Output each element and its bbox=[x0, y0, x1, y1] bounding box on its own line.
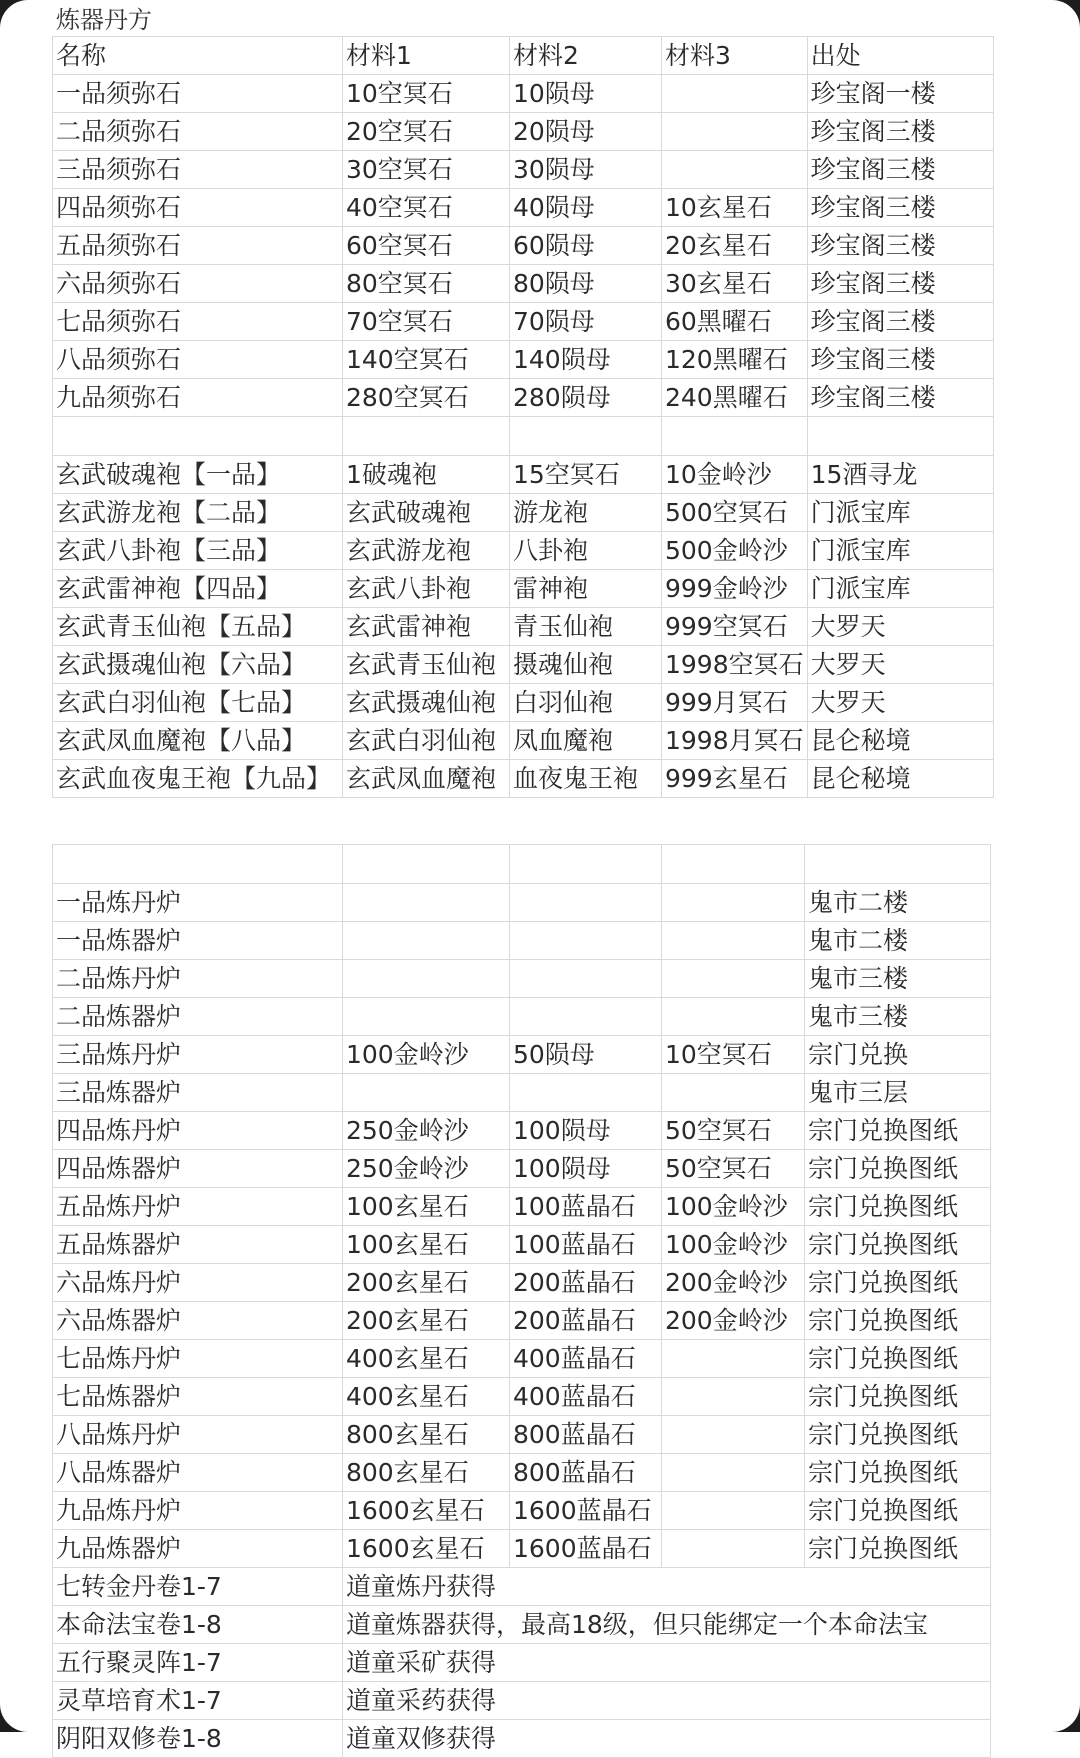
table-cell: 200蓝晶石 bbox=[510, 1264, 662, 1302]
table-cell: 400玄星石 bbox=[343, 1378, 510, 1416]
table-cell: 250金岭沙 bbox=[343, 1150, 510, 1188]
table-cell: 玄武摄魂仙袍 bbox=[343, 684, 510, 722]
table-cell bbox=[662, 1074, 805, 1112]
table-row bbox=[53, 646, 994, 684]
table-cell bbox=[662, 1530, 805, 1568]
table-cell: 宗门兑换图纸 bbox=[805, 1530, 991, 1568]
table-cell: 1998月冥石 bbox=[662, 722, 808, 760]
table-cell bbox=[807, 417, 993, 456]
table-cell: 白羽仙袍 bbox=[510, 684, 662, 722]
table-cell: 七品须弥石 bbox=[53, 303, 343, 341]
table-cell: 20陨母 bbox=[510, 113, 662, 151]
table-cell: 四品炼器炉 bbox=[53, 1150, 343, 1188]
table-cell bbox=[510, 884, 662, 922]
table-cell: 阴阳双修卷1-8 bbox=[53, 1720, 343, 1758]
table-cell: 1600玄星石 bbox=[343, 1492, 510, 1530]
table-cell: 珍宝阁三楼 bbox=[807, 379, 993, 417]
table-cell: 玄武雷神袍 bbox=[343, 608, 510, 646]
table-cell: 10玄星石 bbox=[662, 189, 808, 227]
table-cell: 999空冥石 bbox=[662, 608, 808, 646]
table-cell bbox=[662, 1492, 805, 1530]
table-cell: 1600蓝晶石 bbox=[510, 1530, 662, 1568]
table-cell: 四品须弥石 bbox=[53, 189, 343, 227]
table-cell: 青玉仙袍 bbox=[510, 608, 662, 646]
table-cell: 200蓝晶石 bbox=[510, 1302, 662, 1340]
table-cell: 10陨母 bbox=[510, 75, 662, 113]
table-cell: 宗门兑换图纸 bbox=[805, 1378, 991, 1416]
table-cell: 七转金丹卷1-7 bbox=[53, 1568, 343, 1606]
table-cell: 珍宝阁三楼 bbox=[807, 341, 993, 379]
table-cell bbox=[662, 1454, 805, 1492]
table-cell: 玄武八卦袍 bbox=[343, 570, 510, 608]
table-row bbox=[53, 456, 994, 494]
table-cell: 一品须弥石 bbox=[53, 75, 343, 113]
table-cell: 宗门兑换图纸 bbox=[805, 1416, 991, 1454]
table-cell: 八卦袍 bbox=[510, 532, 662, 570]
table-cell: 宗门兑换图纸 bbox=[805, 1454, 991, 1492]
table-cell: 280陨母 bbox=[510, 379, 662, 417]
table-cell: 八品炼丹炉 bbox=[53, 1416, 343, 1454]
table-cell: 宗门兑换图纸 bbox=[805, 1150, 991, 1188]
table-cell: 玄武八卦袍【三品】 bbox=[53, 532, 343, 570]
table-cell: 800蓝晶石 bbox=[510, 1454, 662, 1492]
header-row bbox=[53, 37, 994, 75]
table-cell: 400蓝晶石 bbox=[510, 1340, 662, 1378]
table-cell: 灵草培育术1-7 bbox=[53, 1682, 343, 1720]
table-cell: 游龙袍 bbox=[510, 494, 662, 532]
table-cell: 800玄星石 bbox=[343, 1454, 510, 1492]
table-cell: 二品炼器炉 bbox=[53, 998, 343, 1036]
table-cell bbox=[510, 1074, 662, 1112]
table-cell: 五行聚灵阵1-7 bbox=[53, 1644, 343, 1682]
table-cell: 100玄星石 bbox=[343, 1226, 510, 1264]
table-cell bbox=[343, 1074, 510, 1112]
table-cell bbox=[662, 998, 805, 1036]
table-cell: 玄武白羽仙袍【七品】 bbox=[53, 684, 343, 722]
table-cell: 20玄星石 bbox=[662, 227, 808, 265]
table-cell: 60陨母 bbox=[510, 227, 662, 265]
table-row bbox=[53, 1530, 991, 1568]
table-cell: 玄武破魂袍 bbox=[343, 494, 510, 532]
table-cell: 40空冥石 bbox=[343, 189, 510, 227]
table-row bbox=[53, 75, 994, 113]
table-cell: 七品炼丹炉 bbox=[53, 1340, 343, 1378]
table-cell: 30陨母 bbox=[510, 151, 662, 189]
table-cell: 250金岭沙 bbox=[343, 1112, 510, 1150]
table-cell: 玄武青玉仙袍【五品】 bbox=[53, 608, 343, 646]
table-cell: 100玄星石 bbox=[343, 1188, 510, 1226]
table-cell: 20空冥石 bbox=[343, 113, 510, 151]
note-row bbox=[53, 1568, 991, 1606]
table-cell: 门派宝库 bbox=[807, 570, 993, 608]
table-row bbox=[53, 1226, 991, 1264]
table-cell: 宗门兑换 bbox=[805, 1036, 991, 1074]
table-cell: 100蓝晶石 bbox=[510, 1188, 662, 1226]
table-cell: 100金岭沙 bbox=[662, 1226, 805, 1264]
table-row bbox=[53, 1416, 991, 1454]
table-cell: 玄武凤血魔袍 bbox=[343, 760, 510, 798]
table-cell: 昆仑秘境 bbox=[807, 722, 993, 760]
table-cell: 200玄星石 bbox=[343, 1264, 510, 1302]
table-cell: 道童采药获得 bbox=[343, 1682, 991, 1720]
table-row bbox=[53, 151, 994, 189]
table-cell: 80陨母 bbox=[510, 265, 662, 303]
table-row bbox=[53, 684, 994, 722]
table-cell bbox=[662, 75, 808, 113]
table-cell: 五品炼器炉 bbox=[53, 1226, 343, 1264]
table-cell: 40陨母 bbox=[510, 189, 662, 227]
table-cell: 鬼市三楼 bbox=[805, 998, 991, 1036]
table-cell: 玄武凤血魔袍【八品】 bbox=[53, 722, 343, 760]
spacer-row bbox=[53, 417, 994, 456]
table-cell: 鬼市三层 bbox=[805, 1074, 991, 1112]
table-cell: 15酒寻龙 bbox=[807, 456, 993, 494]
table-cell: 1998空冥石 bbox=[662, 646, 808, 684]
table-cell: 大罗天 bbox=[807, 684, 993, 722]
table-cell bbox=[662, 417, 808, 456]
table-cell bbox=[662, 960, 805, 998]
table-cell: 1600玄星石 bbox=[343, 1530, 510, 1568]
table-cell: 宗门兑换图纸 bbox=[805, 1264, 991, 1302]
table-cell: 道童双修获得 bbox=[343, 1720, 991, 1758]
table-cell bbox=[662, 845, 805, 884]
table-cell: 100蓝晶石 bbox=[510, 1226, 662, 1264]
table-cell: 三品炼丹炉 bbox=[53, 1036, 343, 1074]
table-cell bbox=[53, 845, 343, 884]
table-cell: 本命法宝卷1-8 bbox=[53, 1606, 343, 1644]
table-cell: 400玄星石 bbox=[343, 1340, 510, 1378]
table-row bbox=[53, 608, 994, 646]
table-cell: 材料1 bbox=[343, 37, 510, 75]
table-cell: 玄武破魂袍【一品】 bbox=[53, 456, 343, 494]
table-row bbox=[53, 922, 991, 960]
table-row bbox=[53, 113, 994, 151]
table-cell: 800蓝晶石 bbox=[510, 1416, 662, 1454]
table-cell: 100陨母 bbox=[510, 1112, 662, 1150]
table-row bbox=[53, 1036, 991, 1074]
table-cell: 玄武游龙袍【二品】 bbox=[53, 494, 343, 532]
table-cell bbox=[343, 960, 510, 998]
table-cell bbox=[662, 1416, 805, 1454]
table-cell: 500金岭沙 bbox=[662, 532, 808, 570]
table-cell bbox=[510, 922, 662, 960]
table-cell: 15空冥石 bbox=[510, 456, 662, 494]
sheet-title: 炼器丹方 bbox=[56, 6, 152, 34]
table-row bbox=[53, 494, 994, 532]
table-cell: 珍宝阁三楼 bbox=[807, 303, 993, 341]
table-cell: 宗门兑换图纸 bbox=[805, 1188, 991, 1226]
table-cell: 50陨母 bbox=[510, 1036, 662, 1074]
table-cell: 30玄星石 bbox=[662, 265, 808, 303]
table-cell: 800玄星石 bbox=[343, 1416, 510, 1454]
table-cell: 1600蓝晶石 bbox=[510, 1492, 662, 1530]
table-row bbox=[53, 570, 994, 608]
table-cell: 六品炼丹炉 bbox=[53, 1264, 343, 1302]
table-cell: 道童采矿获得 bbox=[343, 1644, 991, 1682]
table-cell: 鬼市三楼 bbox=[805, 960, 991, 998]
table-cell: 道童炼器获得，最高18级，但只能绑定一个本命法宝 bbox=[343, 1606, 991, 1644]
table-cell: 二品须弥石 bbox=[53, 113, 343, 151]
table-cell bbox=[662, 1340, 805, 1378]
table-cell: 大罗天 bbox=[807, 646, 993, 684]
table-row bbox=[53, 303, 994, 341]
table-cell: 七品炼器炉 bbox=[53, 1378, 343, 1416]
table-cell: 九品炼器炉 bbox=[53, 1530, 343, 1568]
table-cell: 70空冥石 bbox=[343, 303, 510, 341]
table-row bbox=[53, 189, 994, 227]
table-cell: 999月冥石 bbox=[662, 684, 808, 722]
table-row bbox=[53, 1454, 991, 1492]
table-cell: 道童炼丹获得 bbox=[343, 1568, 991, 1606]
table-cell: 宗门兑换图纸 bbox=[805, 1340, 991, 1378]
table-cell: 玄武摄魂仙袍【六品】 bbox=[53, 646, 343, 684]
table-cell: 珍宝阁一楼 bbox=[807, 75, 993, 113]
table-cell bbox=[343, 922, 510, 960]
table-cell: 140陨母 bbox=[510, 341, 662, 379]
table-row bbox=[53, 998, 991, 1036]
table-cell bbox=[343, 417, 510, 456]
table-cell: 二品炼丹炉 bbox=[53, 960, 343, 998]
table-cell: 60黑曜石 bbox=[662, 303, 808, 341]
table-cell: 140空冥石 bbox=[343, 341, 510, 379]
table-cell: 240黑曜石 bbox=[662, 379, 808, 417]
table-cell bbox=[805, 845, 991, 884]
table-cell: 珍宝阁三楼 bbox=[807, 265, 993, 303]
table-cell bbox=[343, 998, 510, 1036]
table-cell bbox=[53, 417, 343, 456]
table-cell: 10空冥石 bbox=[343, 75, 510, 113]
table-row bbox=[53, 1340, 991, 1378]
table-cell: 雷神袍 bbox=[510, 570, 662, 608]
table-cell: 出处 bbox=[807, 37, 993, 75]
note-row bbox=[53, 1644, 991, 1682]
table-cell: 九品炼丹炉 bbox=[53, 1492, 343, 1530]
table-cell: 九品须弥石 bbox=[53, 379, 343, 417]
table-cell: 六品须弥石 bbox=[53, 265, 343, 303]
table-cell: 珍宝阁三楼 bbox=[807, 227, 993, 265]
table-cell: 一品炼器炉 bbox=[53, 922, 343, 960]
table-cell: 八品须弥石 bbox=[53, 341, 343, 379]
table-cell: 五品须弥石 bbox=[53, 227, 343, 265]
table-cell: 500空冥石 bbox=[662, 494, 808, 532]
table-cell: 珍宝阁三楼 bbox=[807, 189, 993, 227]
table-cell: 材料3 bbox=[662, 37, 808, 75]
table-cell: 100金岭沙 bbox=[343, 1036, 510, 1074]
table-cell: 宗门兑换图纸 bbox=[805, 1226, 991, 1264]
table-cell: 大罗天 bbox=[807, 608, 993, 646]
table-row bbox=[53, 1150, 991, 1188]
table-row bbox=[53, 1264, 991, 1302]
table-cell: 1破魂袍 bbox=[343, 456, 510, 494]
table-cell: 门派宝库 bbox=[807, 532, 993, 570]
table-cell bbox=[343, 884, 510, 922]
table-cell: 玄武白羽仙袍 bbox=[343, 722, 510, 760]
table-row bbox=[53, 1378, 991, 1416]
table-row bbox=[53, 760, 994, 798]
table-row bbox=[53, 532, 994, 570]
table-cell: 珍宝阁三楼 bbox=[807, 151, 993, 189]
table-cell: 50空冥石 bbox=[662, 1150, 805, 1188]
table-cell: 宗门兑换图纸 bbox=[805, 1302, 991, 1340]
note-row bbox=[53, 1682, 991, 1720]
table-row bbox=[53, 1112, 991, 1150]
table-cell bbox=[662, 113, 808, 151]
table-cell: 30空冥石 bbox=[343, 151, 510, 189]
table-cell: 120黑曜石 bbox=[662, 341, 808, 379]
table-cell bbox=[510, 417, 662, 456]
table-cell: 宗门兑换图纸 bbox=[805, 1492, 991, 1530]
table-cell: 血夜鬼王袍 bbox=[510, 760, 662, 798]
section-gap bbox=[0, 815, 1080, 843]
table-row bbox=[53, 265, 994, 303]
table-cell: 80空冥石 bbox=[343, 265, 510, 303]
table-cell: 鬼市二楼 bbox=[805, 884, 991, 922]
table-row bbox=[53, 379, 994, 417]
table-cell bbox=[662, 151, 808, 189]
table-cell: 999玄星石 bbox=[662, 760, 808, 798]
table-row bbox=[53, 884, 991, 922]
table-cell: 六品炼器炉 bbox=[53, 1302, 343, 1340]
table-cell bbox=[510, 998, 662, 1036]
table-cell: 200金岭沙 bbox=[662, 1264, 805, 1302]
table-row bbox=[53, 722, 994, 760]
table-cell: 摄魂仙袍 bbox=[510, 646, 662, 684]
table-cell: 玄武雷神袍【四品】 bbox=[53, 570, 343, 608]
table-cell: 三品炼器炉 bbox=[53, 1074, 343, 1112]
table-cell: 四品炼丹炉 bbox=[53, 1112, 343, 1150]
table-cell bbox=[662, 922, 805, 960]
table-cell: 珍宝阁三楼 bbox=[807, 113, 993, 151]
table-cell: 昆仑秘境 bbox=[807, 760, 993, 798]
table-cell: 五品炼丹炉 bbox=[53, 1188, 343, 1226]
table-row bbox=[53, 1188, 991, 1226]
table-cell: 鬼市二楼 bbox=[805, 922, 991, 960]
table-row bbox=[53, 227, 994, 265]
table-row bbox=[53, 1074, 991, 1112]
table-cell: 一品炼丹炉 bbox=[53, 884, 343, 922]
table-cell: 八品炼器炉 bbox=[53, 1454, 343, 1492]
table-cell: 10金岭沙 bbox=[662, 456, 808, 494]
table-cell: 999金岭沙 bbox=[662, 570, 808, 608]
table-cell: 玄武青玉仙袍 bbox=[343, 646, 510, 684]
table-cell bbox=[662, 884, 805, 922]
table-cell: 50空冥石 bbox=[662, 1112, 805, 1150]
table-cell: 材料2 bbox=[510, 37, 662, 75]
table-cell: 门派宝库 bbox=[807, 494, 993, 532]
note-row bbox=[53, 1720, 991, 1758]
recipe-table-lower bbox=[52, 844, 991, 1758]
table-cell: 280空冥石 bbox=[343, 379, 510, 417]
table-cell: 玄武血夜鬼王袍【九品】 bbox=[53, 760, 343, 798]
table-row bbox=[53, 1302, 991, 1340]
table-row bbox=[53, 1492, 991, 1530]
recipe-table-upper bbox=[52, 36, 994, 798]
table-cell: 宗门兑换图纸 bbox=[805, 1112, 991, 1150]
table-cell: 100陨母 bbox=[510, 1150, 662, 1188]
table-row bbox=[53, 960, 991, 998]
table-cell: 200玄星石 bbox=[343, 1302, 510, 1340]
table-row bbox=[53, 341, 994, 379]
table-cell bbox=[343, 845, 510, 884]
table-cell: 70陨母 bbox=[510, 303, 662, 341]
table-cell: 三品须弥石 bbox=[53, 151, 343, 189]
table-cell: 名称 bbox=[53, 37, 343, 75]
spacer-row bbox=[53, 845, 991, 884]
table-cell: 10空冥石 bbox=[662, 1036, 805, 1074]
table-cell bbox=[510, 960, 662, 998]
table-cell: 200金岭沙 bbox=[662, 1302, 805, 1340]
table-cell: 100金岭沙 bbox=[662, 1188, 805, 1226]
table-cell: 凤血魔袍 bbox=[510, 722, 662, 760]
table-cell bbox=[662, 1378, 805, 1416]
note-row bbox=[53, 1606, 991, 1644]
table-cell bbox=[510, 845, 662, 884]
table-cell: 玄武游龙袍 bbox=[343, 532, 510, 570]
table-cell: 400蓝晶石 bbox=[510, 1378, 662, 1416]
table-cell: 60空冥石 bbox=[343, 227, 510, 265]
